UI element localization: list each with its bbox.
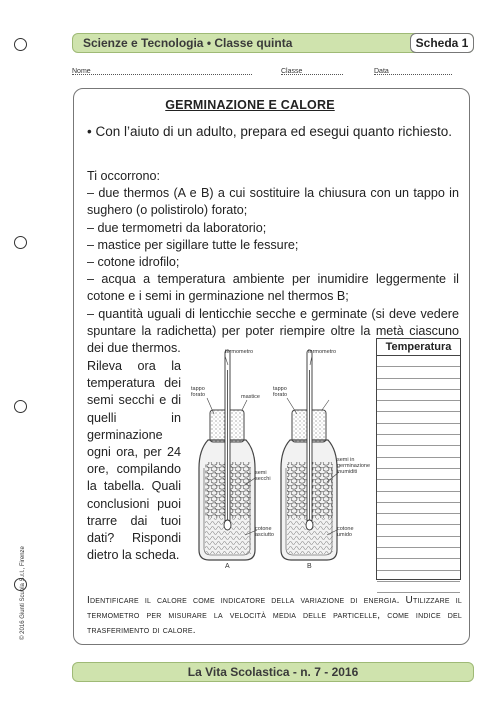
- label-mastice: mastice: [241, 394, 260, 400]
- material-item: – mastice per sigillare tutte le fessure;: [87, 237, 299, 252]
- label-semi-germinazione: semi in germinazione inumiditi: [337, 457, 371, 475]
- classe-label: Classe: [281, 68, 303, 75]
- copyright-text: © 2016 Giunti Scuola S.r.l., Firenze: [20, 546, 26, 640]
- header-bar: [72, 33, 474, 53]
- table-row[interactable]: [377, 480, 460, 491]
- table-row[interactable]: [377, 435, 460, 446]
- table-row[interactable]: [377, 559, 460, 570]
- table-row[interactable]: [377, 582, 460, 593]
- rileva-instruction: Rileva ora la temperatura dei semi secchi e di quelli in germinazione ogni ora, per 24 ore, compilando la tabella. Quali conclusioni puoi trarre dai tuoi dati? Rispondi dietro la scheda.: [87, 359, 181, 563]
- material-item: – quantità uguali di lenticchie secche e germinate (si deve vedere spuntare la radichetta) per poter riempire oltre la metà ciascuno dei due thermos.: [87, 306, 459, 356]
- table-row[interactable]: [377, 379, 460, 390]
- data-label: Data: [374, 68, 389, 75]
- material-item: – due thermos (A e B) a cui sostituire la chiusura con un tappo in sughero (o polistirolo) forato;: [87, 186, 459, 218]
- temperature-table[interactable]: [376, 338, 461, 580]
- table-row[interactable]: [377, 356, 460, 367]
- label-thermos-a: A: [225, 563, 230, 570]
- label-semi-secchi: semi secchi: [255, 470, 271, 482]
- material-item: – due termometri da laboratorio;: [87, 220, 267, 235]
- binder-hole: [14, 236, 27, 249]
- label-cotone-umido: cotone umido: [337, 526, 354, 538]
- table-row[interactable]: [377, 537, 460, 548]
- binder-hole: [14, 38, 27, 51]
- table-row[interactable]: [377, 446, 460, 457]
- material-item: – cotone idrofilo;: [87, 255, 180, 270]
- table-row[interactable]: [377, 503, 460, 514]
- table-row[interactable]: [377, 424, 460, 435]
- binder-hole: [14, 400, 27, 413]
- table-row[interactable]: [377, 390, 460, 401]
- thermos-a: [199, 350, 255, 560]
- table-row[interactable]: [377, 514, 460, 525]
- table-row[interactable]: [377, 401, 460, 412]
- materials-list: [87, 168, 459, 357]
- table-header: Temperatura: [377, 339, 460, 356]
- thermos-b: [281, 350, 337, 560]
- label-termometro-b: termometro: [308, 349, 337, 355]
- thermos-illustration: [187, 340, 372, 580]
- learning-objective-note: Identificare il calore come indicatore della variazione di energia. Utilizzare il termometro per misurare la velocità media delle particelle, come indice del trasferimento di calore.: [87, 595, 462, 636]
- table-row[interactable]: [377, 571, 460, 582]
- table-row[interactable]: [377, 525, 460, 536]
- material-item: – acqua a temperatura ambiente per inumidire leggermente il cotone e i semi in germinazione nel thermos B;: [87, 272, 459, 304]
- table-row[interactable]: [377, 458, 460, 469]
- footer-bar: La Vita Scolastica - n. 7 - 2016: [72, 662, 474, 682]
- label-cotone-asciutto: cotone asciutto: [255, 526, 274, 538]
- label-thermos-b: B: [307, 563, 312, 570]
- table-row[interactable]: [377, 548, 460, 559]
- label-tappo-b: tappo forato: [273, 386, 288, 398]
- label-tappo-a: tappo forato: [191, 386, 206, 398]
- page-title: GERMINAZIONE E CALORE: [165, 98, 335, 112]
- label-termometro-a: termometro: [225, 349, 254, 355]
- intro-instruction: • Con l’aiuto di un adulto, prepara ed esegui quanto richiesto.: [87, 124, 452, 139]
- table-row[interactable]: [377, 469, 460, 480]
- header-title: Scienze e Tecnologia • Classe quinta: [83, 36, 293, 50]
- scheda-label: Scheda 1: [410, 33, 474, 53]
- table-row[interactable]: [377, 367, 460, 378]
- table-row[interactable]: [377, 492, 460, 503]
- materials-heading: Ti occorrono:: [87, 169, 161, 183]
- nome-label: Nome: [72, 68, 91, 75]
- table-row[interactable]: [377, 412, 460, 423]
